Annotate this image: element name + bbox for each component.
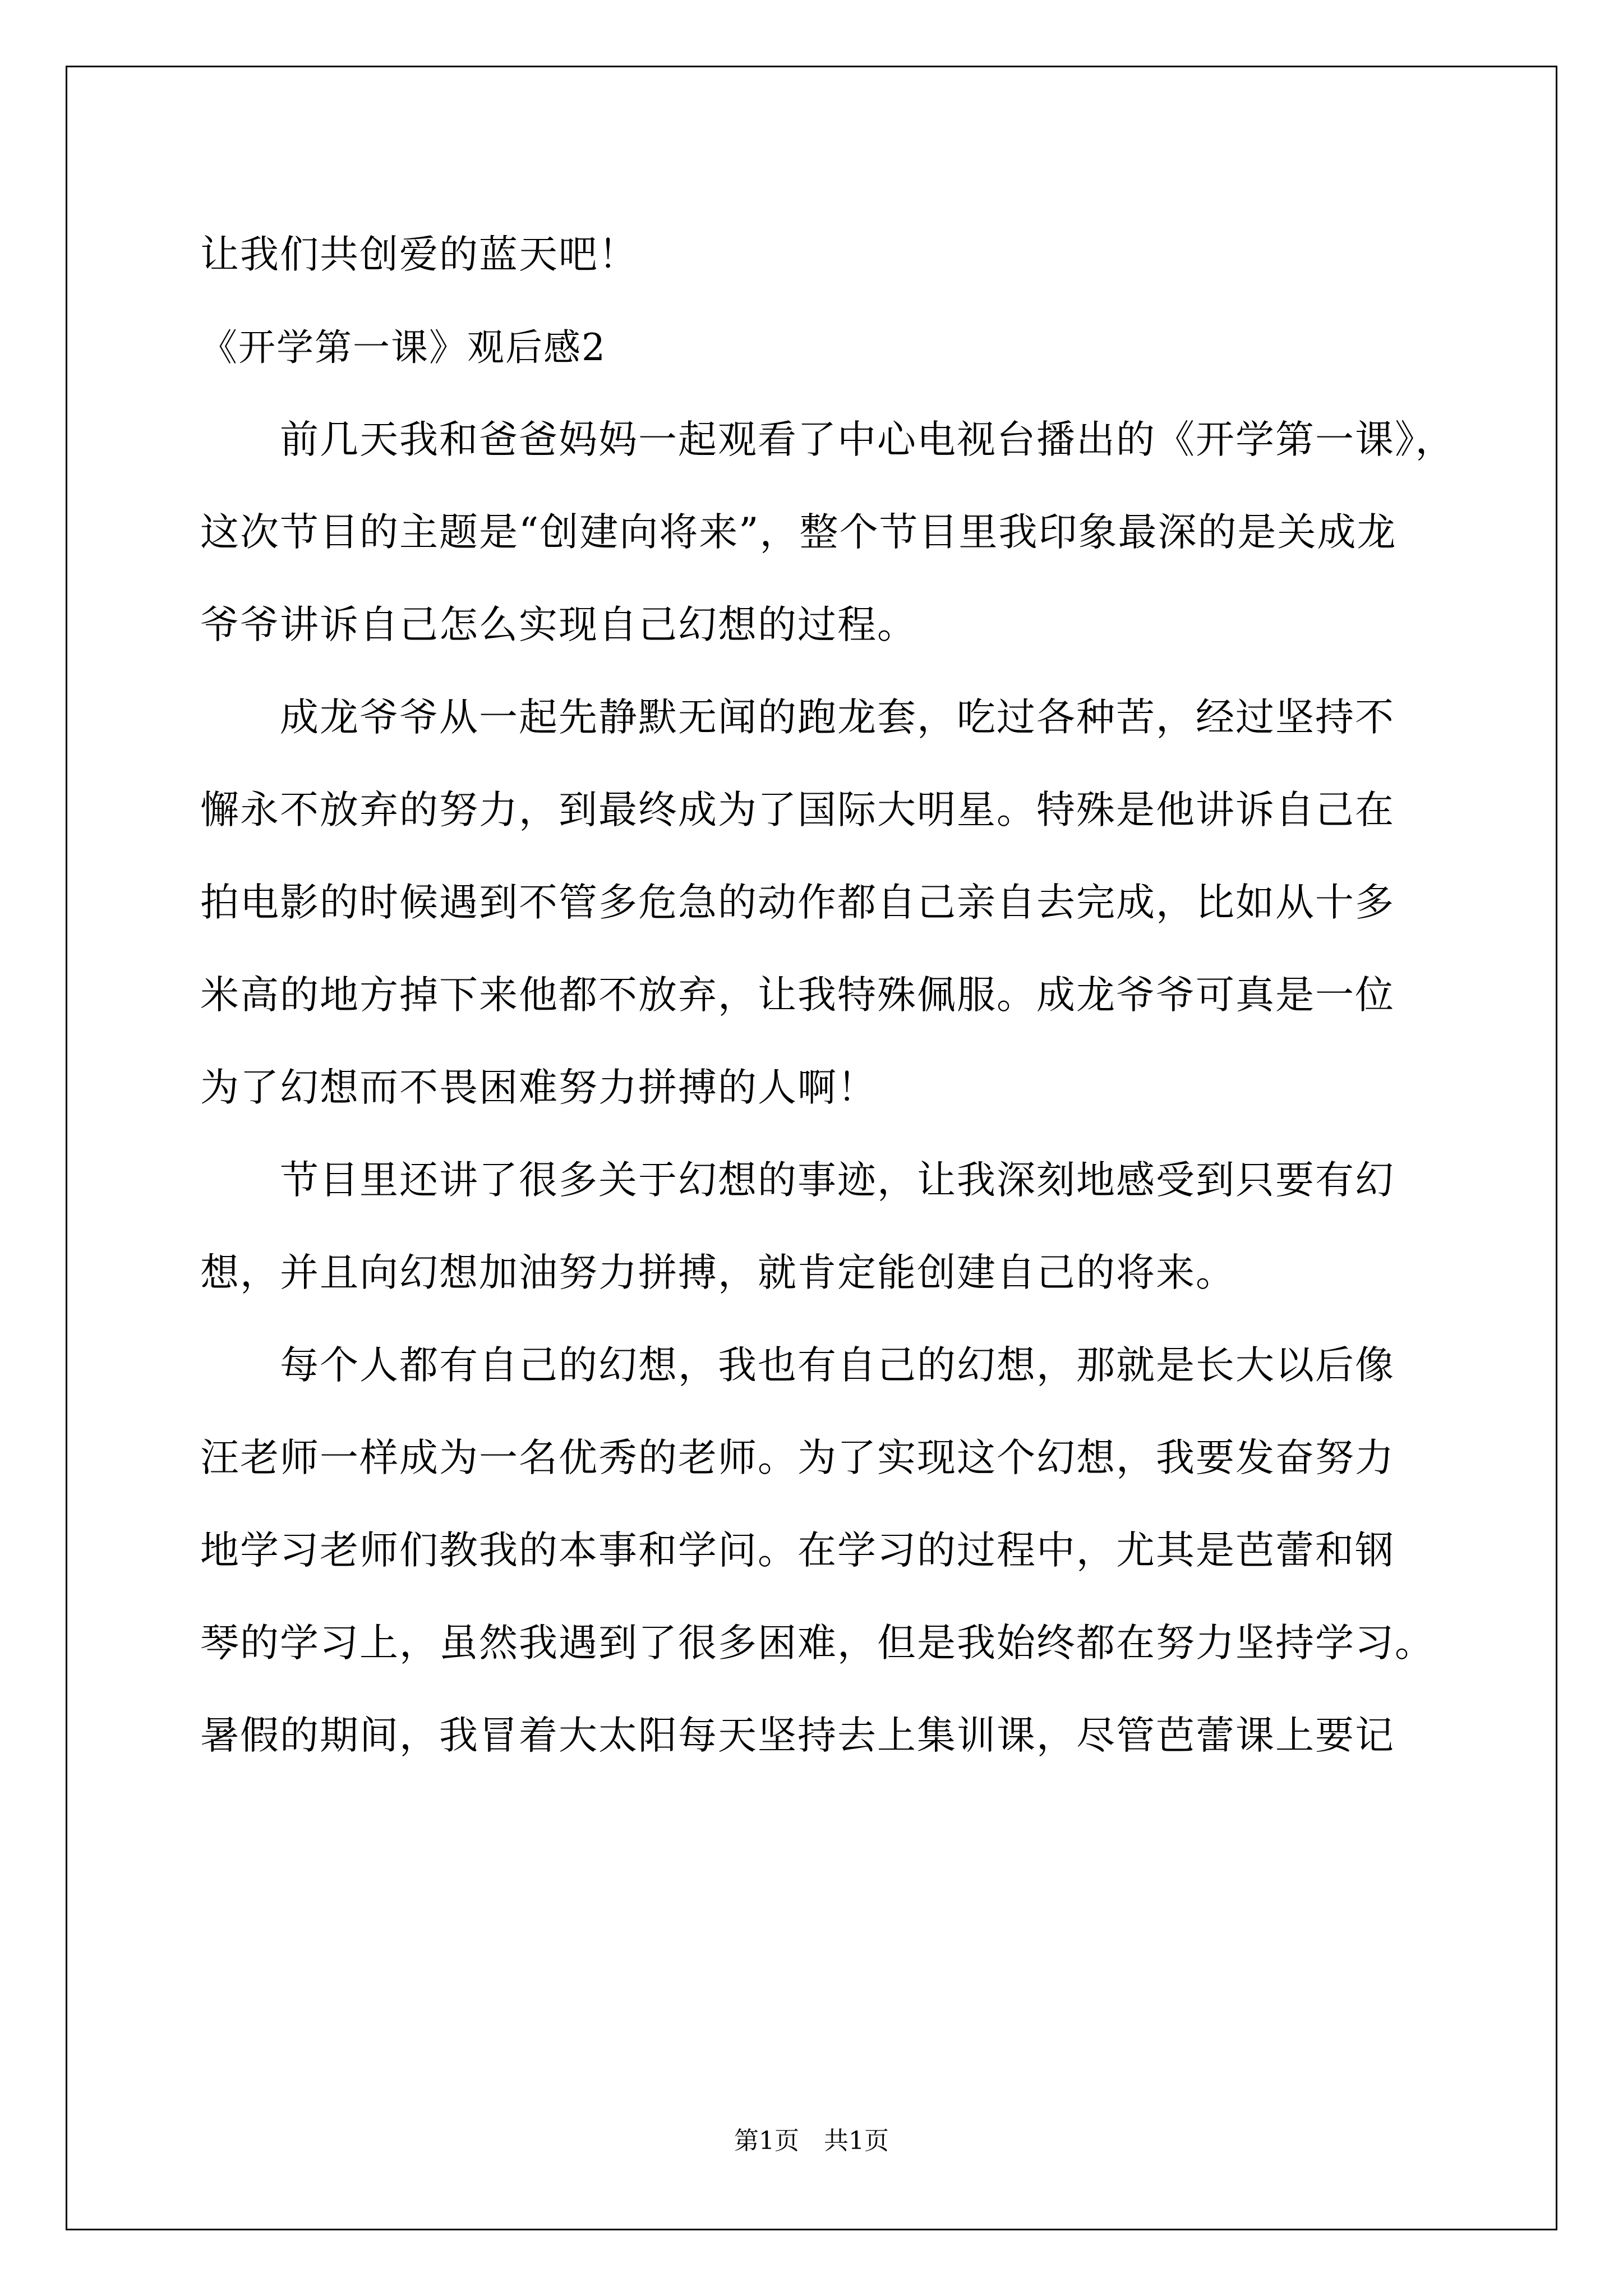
text-line: 米高的地方掉下来他都不放弃，让我特殊佩服。成龙爷爷可真是一位 (200, 973, 1395, 1018)
text-line: 汪老师一样成为一名优秀的老师。为了实现这个幻想，我要发奋努力 (200, 1435, 1395, 1480)
text-line: 地学习老师们教我的本事和学问。在学习的过程中，尤其是芭蕾和钢 (200, 1528, 1395, 1573)
text-line: 琴的学习上，虽然我遇到了很多困难，但是我始终都在努力坚持学习。 (200, 1621, 1435, 1665)
text-line: 爷爷讲诉自己怎么实现自己幻想的过程。 (200, 602, 917, 647)
text-line: 拍电影的时候遇到不管多危急的动作都自己亲自去完成，比如从十多 (200, 880, 1395, 925)
text-line: 这次节目的主题是“创建向将来”，整个节目里我印象最深的是关成龙 (200, 510, 1397, 555)
text-line: 节目里还讲了很多关于幻想的事迹，让我深刻地感受到只要有幻 (200, 1158, 1395, 1203)
text-line: 成龙爷爷从一起先静默无闻的跑龙套，吃过各种苦，经过坚持不 (200, 695, 1395, 740)
page-number-footer: 第1页 共1页 (734, 2127, 889, 2155)
text-line: 为了幻想而不畏困难努力拼搏的人啊！ (200, 1065, 877, 1110)
document-body (200, 209, 1455, 1782)
text-line: 前几天我和爸爸妈妈一起观看了中心电视台播出的《开学第一课》， (200, 417, 1455, 462)
text-line: 暑假的期间，我冒着大太阳每天坚持去上集训课，尽管芭蕾课上要记 (200, 1713, 1395, 1758)
text-line: 每个人都有自己的幻想，我也有自己的幻想，那就是长大以后像 (200, 1343, 1395, 1388)
text-line: 想，并且向幻想加油努力拼搏，就肯定能创建自己的将来。 (200, 1250, 1235, 1295)
text-line: 让我们共创爱的蓝天吧！ (200, 232, 638, 277)
text-line: 懈永不放弃的努力，到最终成为了国际大明星。特殊是他讲诉自己在 (200, 788, 1395, 832)
section-title: 《开学第一课》观后感2 (200, 326, 606, 369)
